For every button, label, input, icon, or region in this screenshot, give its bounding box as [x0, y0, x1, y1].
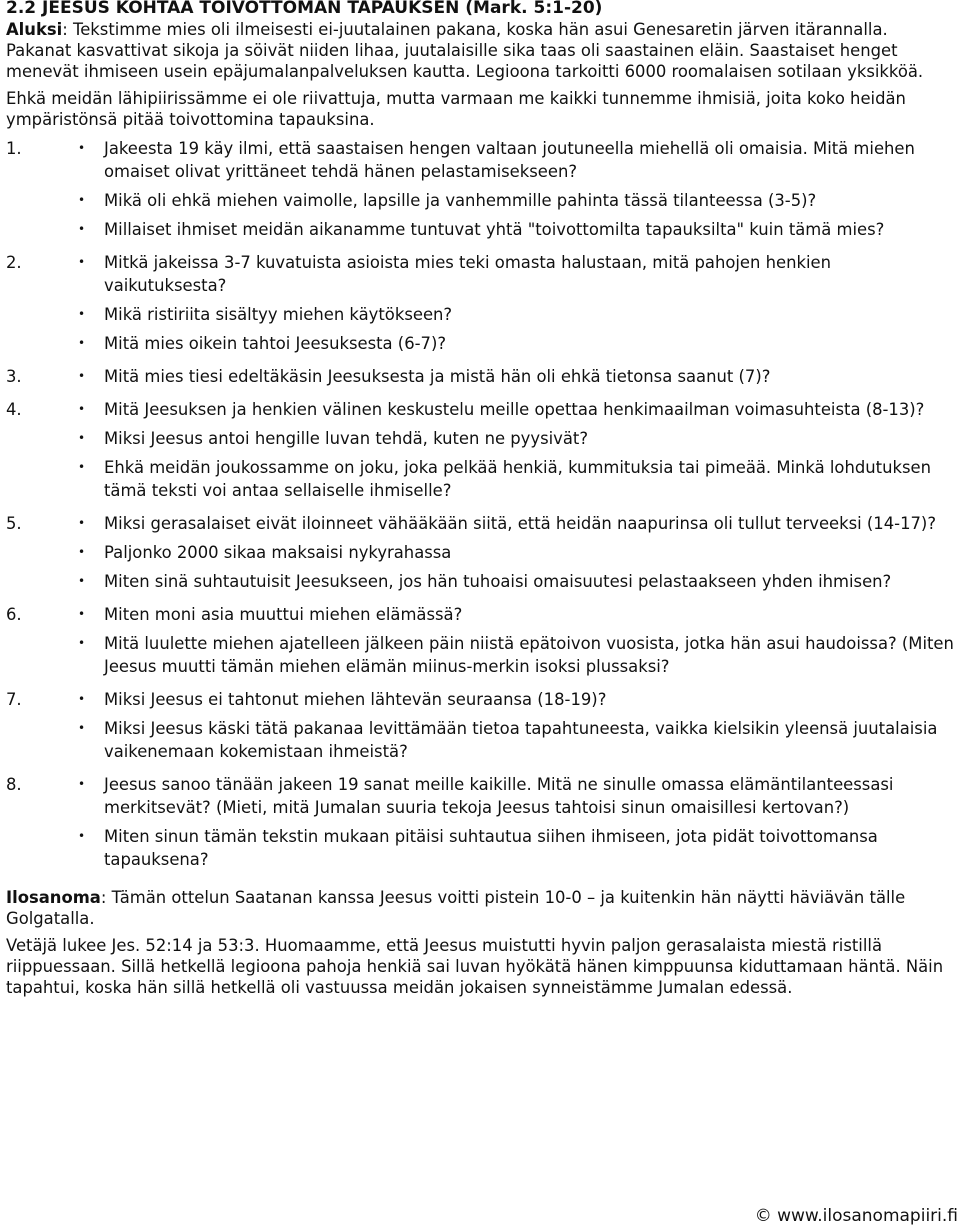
question-item [6, 632, 956, 678]
question-text: Mitä luulette miehen ajatelleen jälkeen päin niistä epätoivon vuosista, jotka hän asui haudoissa? (Miten Jeesus muutti tämän miehen elämän miinus-merkin isoksi plussaksi? [104, 634, 954, 676]
question-number: 2. [6, 253, 22, 272]
question-number: 6. [6, 605, 22, 624]
copyright-link[interactable]: © www.ilosanomapiiri.fi [754, 1206, 958, 1226]
question-text: Miten moni asia muuttui miehen elämässä? [104, 605, 463, 624]
question-number: 4. [6, 400, 22, 419]
question-number: 3. [6, 367, 22, 386]
question-text: Ehkä meidän joukossamme on joku, joka pelkää henkiä, kummituksia tai pimeää. Minkä lohdutuksen tämä teksti voi antaa sellaiselle ihmiselle? [104, 458, 931, 500]
question-list [6, 137, 956, 881]
question-item [6, 303, 956, 326]
question-text: Miksi Jeesus ei tahtonut miehen lähtevän seuraansa (18-19)? [104, 690, 607, 709]
question-item [6, 773, 956, 819]
question-text: Millaiset ihmiset meidän aikanamme tuntuvat yhtä "toivottomilta tapauksilta" kuin tämä mies? [104, 220, 885, 239]
question-item [6, 603, 956, 626]
question-text: Mikä oli ehkä miehen vaimolle, lapsille ja vanhemmille pahinta tässä tilanteessa (3-5)? [104, 191, 817, 210]
question-item [6, 218, 956, 241]
bullet-icon: • [78, 460, 86, 474]
question-item [6, 332, 956, 355]
question-number: 1. [6, 139, 22, 158]
question-text: Mitä mies oikein tahtoi Jeesuksesta (6-7)? [104, 334, 447, 353]
question-number: 5. [6, 514, 22, 533]
bullet-icon: • [78, 777, 86, 791]
page-title: 2.2 JEESUS KOHTAA TOIVOTTOMAN TAPAUKSEN (Mark. 5:1-20) [6, 0, 603, 18]
question-item [6, 717, 956, 763]
question-item [6, 512, 956, 535]
bullet-icon: • [78, 829, 86, 843]
question-item [6, 456, 956, 502]
question-item [6, 688, 956, 711]
question-text: Jeesus sanoo tänään jakeen 19 sanat meille kaikille. Mitä ne sinulle omassa elämäntilanteessasi merkitsevät? (Mieti, mitä Jumalan suuria tekoja Jeesus tahtoisi sinun omaisillesi kertovan?) [104, 775, 894, 817]
closing-text: : Tämän ottelun Saatanan kanssa Jeesus voitti pistein 10-0 – ja kuitenkin hän näytti häviävän tälle Golgatalla. [6, 888, 906, 928]
question-text: Mitä mies tiesi edeltäkäsin Jeesuksesta ja mistä hän oli ehkä tietonsa saanut (7)? [104, 367, 771, 386]
question-item [6, 365, 956, 388]
bullet-icon: • [78, 307, 86, 321]
bullet-icon: • [78, 721, 86, 735]
bullet-icon: • [78, 545, 86, 559]
closing-section [6, 887, 956, 998]
question-text: Mitä Jeesuksen ja henkien välinen keskustelu meille opettaa henkimaailman voimasuhteista (8-13)? [104, 400, 925, 419]
bullet-icon: • [78, 255, 86, 269]
bullet-icon: • [78, 336, 86, 350]
question-text: Miksi gerasalaiset eivät iloinneet vähääkään siitä, että heidän naapurinsa oli tullut terveeksi (14-17)? [104, 514, 937, 533]
bullet-icon: • [78, 141, 86, 155]
question-item [6, 398, 956, 421]
bullet-icon: • [78, 574, 86, 588]
question-item [6, 189, 956, 212]
bullet-icon: • [78, 692, 86, 706]
question-item [6, 427, 956, 450]
bullet-icon: • [78, 402, 86, 416]
bullet-icon: • [78, 193, 86, 207]
question-text: Miksi Jeesus antoi hengille luvan tehdä, kuten ne pyysivät? [104, 429, 589, 448]
question-text: Miten sinä suhtautuisit Jeesukseen, jos hän tuhoaisi omaisuutesi pelastaakseen yhden ihmisen? [104, 572, 892, 591]
closing-paragraph [6, 887, 956, 929]
question-item [6, 541, 956, 564]
question-text: Mitkä jakeissa 3-7 kuvatuista asioista mies teki omasta halustaan, mitä pahojen henkien vaikutuksesta? [104, 253, 831, 295]
bullet-icon: • [78, 369, 86, 383]
question-item [6, 137, 956, 183]
bullet-icon: • [78, 222, 86, 236]
closing-label: Ilosanoma [6, 888, 101, 907]
bullet-icon: • [78, 431, 86, 445]
document-page [6, 0, 956, 998]
question-item [6, 570, 956, 593]
question-item [6, 825, 956, 871]
intro-text: : Tekstimme mies oli ilmeisesti ei-juutalainen pakana, koska hän asui Genesaretin järven itärannalla. Pakanat kasvattivat sikoja ja söivät niiden lihaa, juutalaisille sika taas oli saastainen eläin. Saastaiset henget menevät ihmiseen usein epäjumalanpalveluksen kautta. Legioona tarkoitti 6000 roomalaisen sotilaan yksikköä. [6, 20, 924, 81]
leader-paragraph: Vetäjä lukee Jes. 52:14 ja 53:3. Huomaamme, että Jeesus muistutti hyvin paljon gerasalaista miestä ristillä riippuessaan. Sillä hetkellä legioona pahoja henkiä sai luvan hyökätä hänen kimppuunsa kiduttamaan häntä. Näin tapahtui, koska hän sillä hetkellä oli vastuussa meidän jokaisen synneistämme Jumalan edessä. [6, 936, 944, 997]
question-number: 8. [6, 775, 22, 794]
intro-second-paragraph: Ehkä meidän lähipiirissämme ei ole riivattuja, mutta varmaan me kaikki tunnemme ihmisiä, joita koko heidän ympäristönsä pitää toivottomina tapauksina. [6, 89, 906, 129]
question-item [6, 251, 956, 297]
bullet-icon: • [78, 607, 86, 621]
bullet-icon: • [78, 636, 86, 650]
bullet-icon: • [78, 516, 86, 530]
question-text: Miten sinun tämän tekstin mukaan pitäisi suhtautua siihen ihmiseen, jota pidät toivottomansa tapauksena? [104, 827, 878, 869]
question-number: 7. [6, 690, 22, 709]
question-text: Miksi Jeesus käski tätä pakanaa levittämään tietoa tapahtuneesta, vaikka kielsikin yleensä juutalaisia vaikenemaan kokemistaan ihmeistä? [104, 719, 938, 761]
intro-paragraph [6, 19, 956, 82]
question-text: Mikä ristiriita sisältyy miehen käytökseen? [104, 305, 453, 324]
intro-label: Aluksi [6, 20, 63, 39]
question-text: Jakeesta 19 käy ilmi, että saastaisen hengen valtaan joutuneella miehellä oli omaisia. Mitä miehen omaiset olivat yrittäneet tehdä hänen pelastamisekseen? [104, 139, 915, 181]
question-text: Paljonko 2000 sikaa maksaisi nykyrahassa [104, 543, 452, 562]
